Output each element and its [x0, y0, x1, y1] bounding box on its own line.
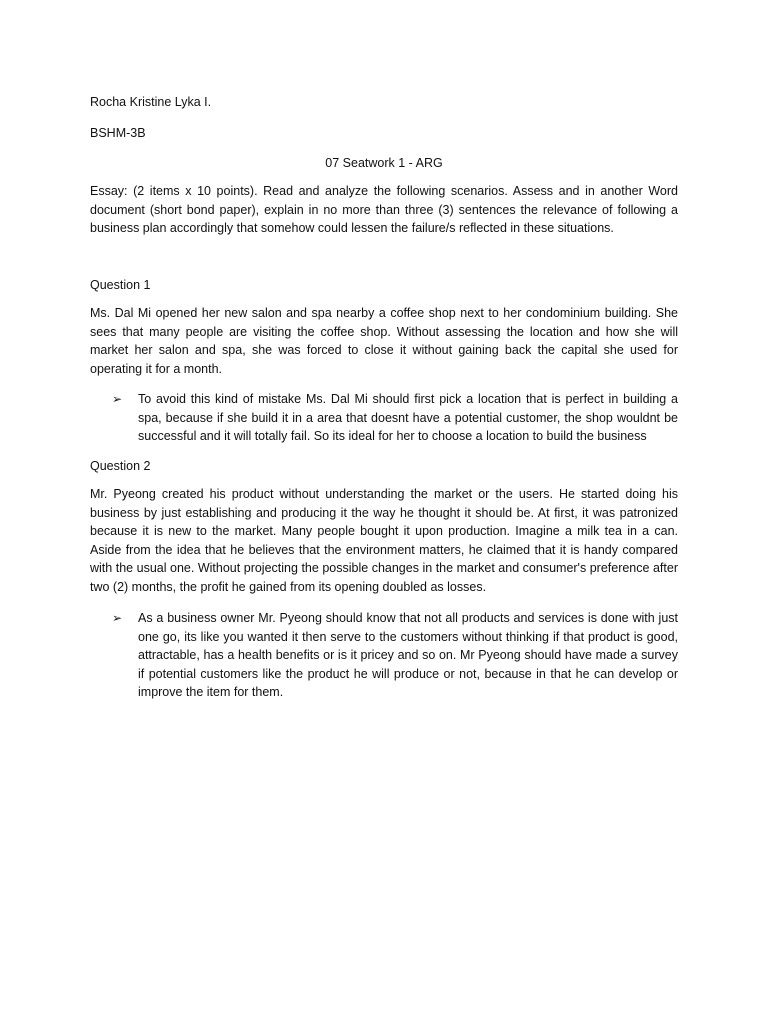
question-1-scenario: Ms. Dal Mi opened her new salon and spa nearby a coffee shop next to her condominium building. She sees that many people are visiting the coffee shop. Without assessing the location and how she will market her salon and spa, she was forced to close it without gaining back the capital she used for operating it for a month.: [90, 306, 678, 376]
question-2-heading: Question 2: [90, 459, 151, 473]
question-2-answer: As a business owner Mr. Pyeong should know that not all products and services is done with just one go, its like you wanted it then serve to the customers without thinking if that product is good, attractable, has a health benefits or is it pricey and so on. Mr Pyeong should have made a survey if potential customers like the product he will produce or not, because in that he can develop or improve the item for them.: [138, 611, 678, 699]
question-1-heading: Question 1: [90, 278, 151, 292]
arrowhead-bullet-icon: ➢: [112, 392, 123, 406]
question-1-answer-item: [112, 390, 678, 446]
question-1-answer: To avoid this kind of mistake Ms. Dal Mi should first pick a location that is perfect in building a spa, because if she build it in a area that doesnt have a potential customer, the shop wouldnt be successful and it will totally fail. So its ideal for her to choose a location to build the business: [138, 392, 678, 443]
question-2-scenario: Mr. Pyeong created his product without understanding the market or the users. He started doing his business by just establishing and producing it the way he thought it should be. At first, it was patronized because it is new to the market. Many people bought it upon production. Imagine a milk tea in a can. Aside from the idea that he believes that the environment matters, he claimed that it is handy compared with the usual one. Without projecting the possible changes in the market and consumer's preference after two (2) months, the profit he gained from its opening doubled as losses.: [90, 487, 678, 594]
section-code: BSHM-3B: [90, 126, 146, 140]
question-2-answer-item: [112, 609, 678, 702]
arrowhead-bullet-icon: ➢: [112, 611, 123, 625]
document-title: 07 Seatwork 1 - ARG: [325, 156, 443, 170]
author-name: Rocha Kristine Lyka I.: [90, 95, 212, 109]
instructions-paragraph: Essay: (2 items x 10 points). Read and analyze the following scenarios. Assess and in another Word document (short bond paper), explain in no more than three (3) sentences the relevance of following a business plan accordingly that somehow could lessen the failure/s reflected in these situations.: [90, 184, 678, 235]
